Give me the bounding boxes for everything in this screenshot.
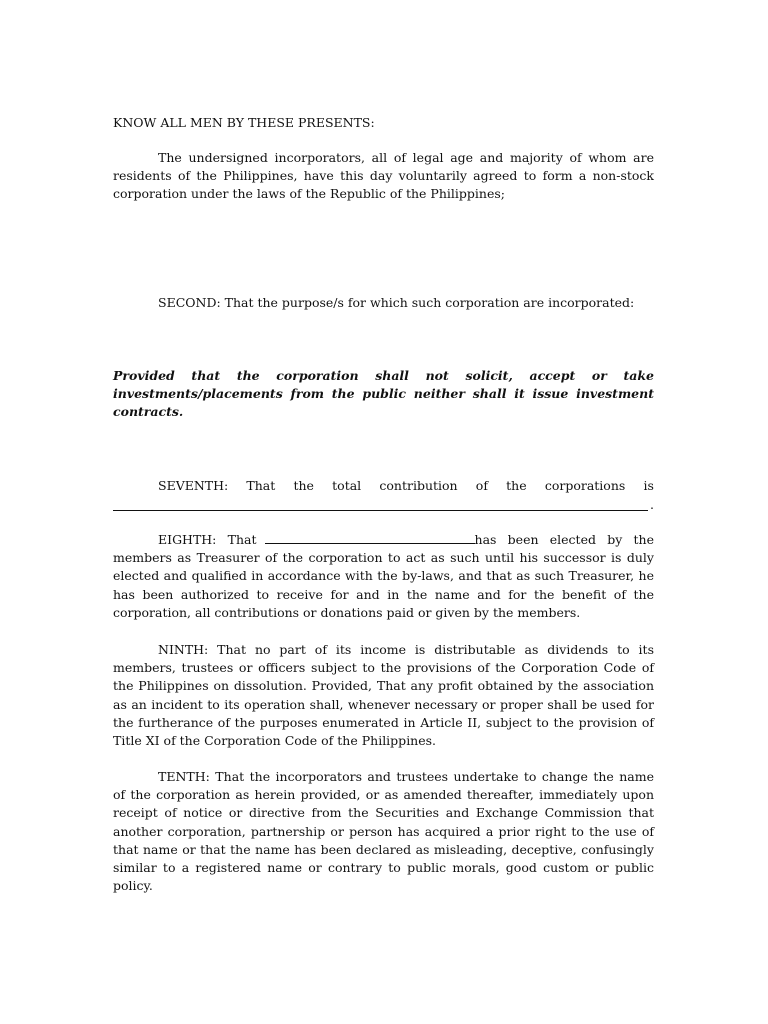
contribution-blank-line [113,510,648,511]
seventh-word: That [246,478,276,493]
tenth-paragraph: TENTH: That the incorporators and trustees undertake to change the name of the corporation as herein provided, or as amended thereafter, immediately upon receipt of notice or directive from the Securities and Exchange Commission that another corporation, partnership or person has acquired a prior right to the use of that name or that the name has been declared as misleading, deceptive, confusingly similar to a registered name or contrary to public morals, good custom or public policy. [113,769,654,894]
seventh-word: total [332,478,362,493]
seventh-word: the [506,478,527,493]
seventh-word: the [293,478,314,493]
seventh-word: contribution [379,478,458,493]
seventh-word: SEVENTH: [158,478,229,493]
seventh-word: of [475,478,488,493]
ninth-paragraph: NINTH: That no part of its income is distributable as dividends to its members, trustees or officers subject to the provisions of the Corporation Code of the Philippines on dissolution. Provided, That any profit obtained by the association as an incident to its operation shall, whenever necessary or proper shall be used for the furtherance of the purposes enumerated in Article II, subject to the provision of Title XI of the Corporation Code of the Philippines. [113,642,654,749]
intro-paragraph: The undersigned incorporators, all of legal age and majority of whom are residents of the Philippines, have this day voluntarily agreed to form a non-stock corporation under the laws of the Republic of the Philippines; [113,150,654,202]
eighth-lead: EIGHTH: That [158,532,257,547]
seventh-article [158,477,654,495]
eighth-rest: has been elected by the members as Treasurer of the corporation to act as such until his successor is duly elected and qualified in accordance with the by-laws, and that as such Treasurer, he has been authorized to receive for and in the name and for the benefit of the corporation, all contributions or donations paid or given by the members. [113,532,654,620]
seventh-word: corporations [544,478,626,493]
second-article: SECOND: That the purpose/s for which such corporation are incorporated: [158,295,635,310]
eighth-paragraph [113,531,654,622]
treasurer-name-blank [265,531,475,544]
document-heading: KNOW ALL MEN BY THESE PRESENTS: [113,115,375,130]
seventh-period: . [650,497,654,512]
proviso-paragraph: Provided that the corporation shall not solicit, accept or take investments/placements from the public neither shall it issue investment contracts. [113,368,654,420]
seventh-word: is [643,478,654,493]
